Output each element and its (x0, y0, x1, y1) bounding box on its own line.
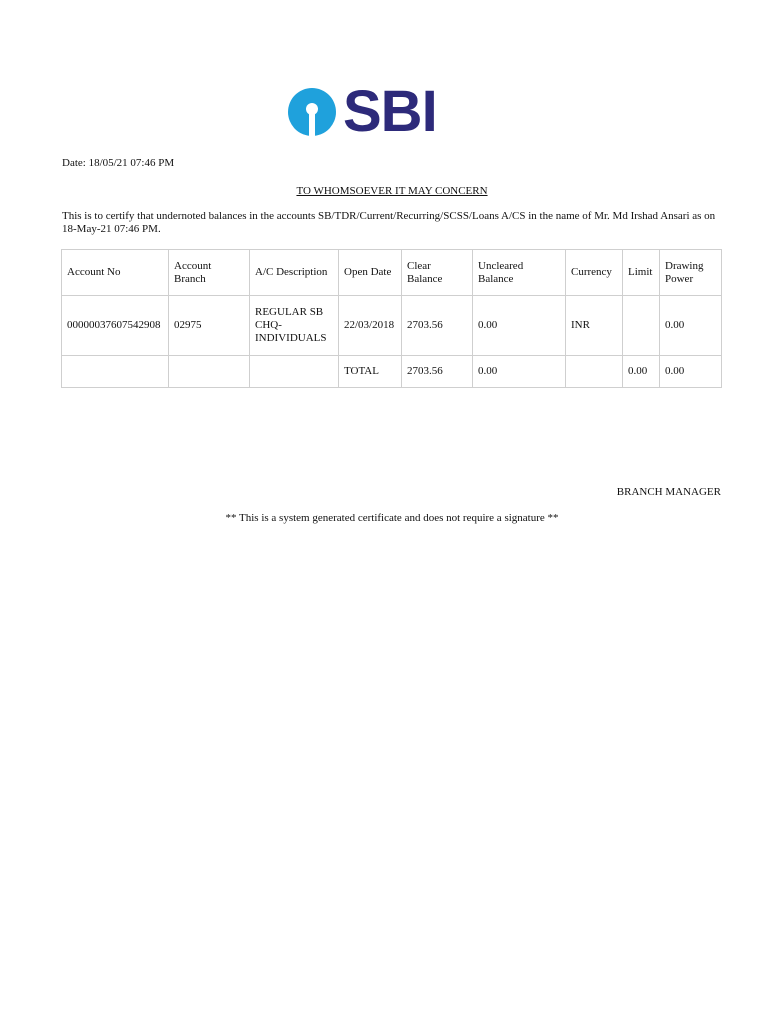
system-generated-note: ** This is a system generated certificate and does not require a signature ** (225, 512, 559, 524)
header-uncleared-balance: Uncleared Balance (473, 250, 566, 296)
total-cell-currency (566, 356, 623, 388)
sbi-logo (287, 79, 437, 144)
cell-account-branch: 02975 (169, 296, 250, 356)
cell-limit (623, 296, 660, 356)
table-row (62, 296, 722, 356)
cell-clear-balance: 2703.56 (402, 296, 473, 356)
cell-currency: INR (566, 296, 623, 356)
total-clear-balance: 2703.56 (402, 356, 473, 388)
table-total-row (62, 356, 722, 388)
header-drawing-power: Drawing Power (660, 250, 722, 296)
total-cell-account-branch (169, 356, 250, 388)
total-drawing-power: 0.00 (660, 356, 722, 388)
header-ac-description: A/C Description (250, 250, 339, 296)
sbi-emblem-icon (287, 87, 337, 137)
cell-account-no: 00000037607542908 (62, 296, 169, 356)
sbi-logo-text: SBI (343, 79, 437, 144)
header-account-no: Account No (62, 250, 169, 296)
cell-uncleared-balance: 0.00 (473, 296, 566, 356)
total-cell-ac-description (250, 356, 339, 388)
total-limit: 0.00 (623, 356, 660, 388)
balance-table (61, 249, 722, 388)
certify-statement: This is to certify that undernoted balances in the accounts SB/TDR/Current/Recurring/SCSS/Loans A/CS in the name of Mr. Md Irshad Ansari as on 18-May-21 07:46 PM. (62, 210, 716, 235)
header-currency: Currency (566, 250, 623, 296)
header-open-date: Open Date (339, 250, 402, 296)
certificate-heading: TO WHOMSOEVER IT MAY CONCERN (296, 185, 488, 197)
total-uncleared-balance: 0.00 (473, 356, 566, 388)
total-cell-account-no (62, 356, 169, 388)
cell-drawing-power: 0.00 (660, 296, 722, 356)
certificate-date: Date: 18/05/21 07:46 PM (62, 157, 175, 169)
signatory-title: BRANCH MANAGER (616, 486, 721, 498)
total-label: TOTAL (339, 356, 402, 388)
header-account-branch: Account Branch (169, 250, 250, 296)
header-limit: Limit (623, 250, 660, 296)
cell-ac-description: REGULAR SB CHQ-INDIVIDUALS (250, 296, 339, 356)
table-header-row (62, 250, 722, 296)
header-clear-balance: Clear Balance (402, 250, 473, 296)
cell-open-date: 22/03/2018 (339, 296, 402, 356)
